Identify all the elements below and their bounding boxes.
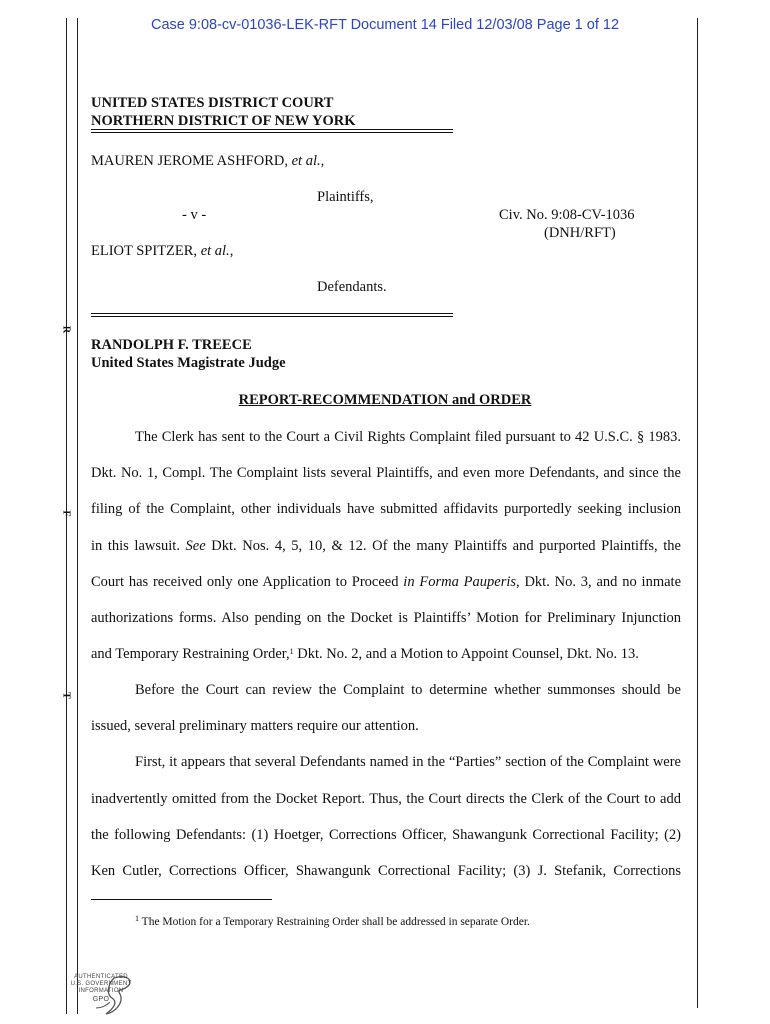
body-line-5-a: Court has received only one Application to Proceed [91,574,404,590]
footnote-rule [91,899,272,900]
defendant-caption [91,242,233,260]
body-line-6: authorizations forms. Also pending on the Docket is Plaintiffs’ Motion for Preliminary Injunction [91,610,681,626]
margin-letter-t: T [60,692,72,699]
body-line-5 [91,573,681,591]
footnote-text: The Motion for a Temporary Restraining Order shall be addressed in separate Order. [139,916,530,928]
gpo-line-2: U.S. GOVERNMENT [70,981,132,987]
plaintiff-caption [91,152,324,170]
judge-initials: (DNH/RFT) [544,225,616,241]
plaintiff-comma: , [320,153,325,169]
body-line-11: inadvertently omitted from the Docket Report. Thus, the Court directs the Clerk of the Court to add [91,791,681,807]
ecf-header-stamp: Case 9:08-cv-01036-LEK-RFT Document 14 Filed 12/03/08 Page 1 of 12 [150,17,620,33]
caption-rule-top [91,129,453,133]
body-line-9: issued, several preliminary matters require our attention. [91,718,419,734]
body-line-10: First, it appears that several Defendants named in the “Parties” section of the Complaint were [135,754,681,770]
body-line-2: Dkt. No. 1, Compl. The Complaint lists several Plaintiffs, and even more Defendants, and since the [91,465,681,481]
footnote [135,916,530,928]
footnote-ref: 1 [289,647,294,656]
document-title: REPORT-RECOMMENDATION and ORDER [238,392,532,408]
margin-letter-f: F [60,510,72,517]
right-rule [697,18,698,1008]
body-line-7-a: and Temporary Restraining Order, [91,646,290,662]
body-line-12: the following Defendants: (1) Hoetger, Corrections Officer, Shawangunk Correctional Facility; (2) [91,827,681,843]
plaintiffs-label: Plaintiffs, [317,189,374,205]
body-line-7-b: Dkt. No. 2, and a Motion to Appoint Counsel, Dkt. No. 13. [293,646,639,662]
defendants-label: Defendants. [317,279,387,295]
defendant-etal: et al. [200,243,230,259]
court-name: UNITED STATES DISTRICT COURT [91,95,334,111]
body-line-4-a: in this lawsuit. [91,538,186,554]
defendant-name: ELIOT SPITZER, [91,243,201,259]
ifp-term: in Forma Pauperis [403,574,517,590]
gpo-seal [36,972,136,1018]
body-line-4-b: Dkt. Nos. 4, 5, 10, & 12. Of the many Plaintiffs and purported Plaintiffs, the [205,538,681,554]
plaintiff-name: MAUREN JEROME ASHFORD, [91,153,292,169]
court-district: NORTHERN DISTRICT OF NEW YORK [91,113,356,129]
plaintiff-etal: et al. [291,153,321,169]
body-line-1: The Clerk has sent to the Court a Civil Rights Complaint filed pursuant to 42 U.S.C. § 1983. [135,429,681,445]
body-line-8: Before the Court can review the Complaint to determine whether summonses should be [135,682,681,698]
body-line-13: Ken Cutler, Corrections Officer, Shawangunk Correctional Facility; (3) J. Stefanik, Corrections [91,863,681,879]
body-line-7 [91,645,681,663]
footnote-number: 1 [135,914,139,923]
left-rule-inner [77,18,78,1014]
gpo-line-1: AUTHENTICATED [74,974,128,980]
judge-title: United States Magistrate Judge [91,355,286,371]
gpo-line-3: INFORMATION [78,988,124,994]
body-line-5-b: , Dkt. No. 3, and no inmate [516,574,682,590]
versus: - v - [182,207,207,223]
gpo-line-4: GPO [92,996,110,1003]
civil-number: Civ. No. 9:08-CV-1036 [499,207,635,223]
margin-letter-r: R [60,325,72,334]
defendant-comma: , [229,243,234,259]
body-line-4 [91,537,681,555]
body-line-3: filing of the Complaint, other individuals have submitted affidavits purportedly seeking inclusion [91,501,681,517]
judge-name: RANDOLPH F. TREECE [91,337,252,353]
see-signal: See [185,538,206,554]
caption-rule-bottom [91,313,453,317]
